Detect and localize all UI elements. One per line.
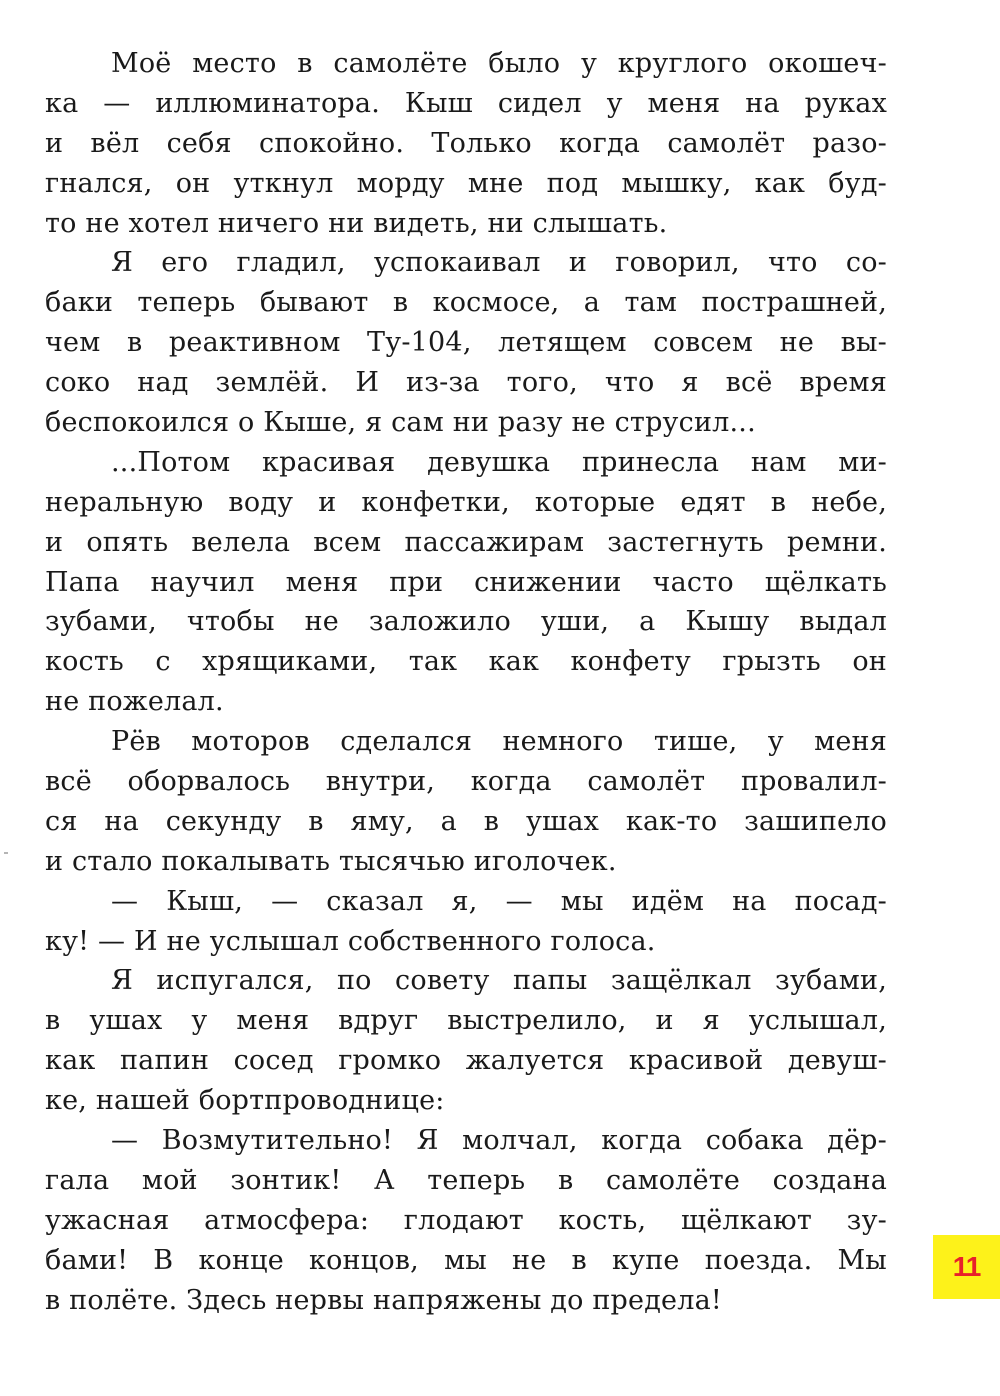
text-line: бами! В конце концов, мы не в купе поезда. Мы — [45, 1244, 887, 1276]
text-line: зубами, чтобы не заложило уши, а Кышу выдал — [45, 606, 887, 638]
page-number-badge — [933, 1235, 1000, 1299]
text-line: как папин сосед громко жалуется красивой девуш- — [45, 1045, 887, 1077]
text-line: Моё место в самолёте было у круглого окошеч- — [111, 48, 887, 79]
text-line: гала мой зонтик! А теперь в самолёте создана — [45, 1164, 887, 1196]
scan-speck — [4, 852, 8, 854]
text-line: и стало покалывать тысячью иголочек. — [45, 845, 617, 877]
text-line: соко над землёй. И из-за того, что я всё время — [45, 367, 887, 399]
text-line: Папа научил меня при снижении часто щёлкать — [45, 566, 887, 598]
text-line: Я его гладил, успокаивал и говорил, что со- — [111, 247, 887, 279]
text-line: и опять велела всем пассажирам застегнуть ремни. — [45, 526, 887, 558]
text-line: в полёте. Здесь нервы напряжены до предела! — [45, 1284, 722, 1316]
text-line: ку! — И не услышал собственного голоса. — [45, 925, 656, 957]
text-line: в ушах у меня вдруг выстрелило, и я услышал, — [45, 1005, 887, 1037]
text-line: — Кыш, — сказал я, — мы идём на посад- — [111, 885, 887, 917]
text-line: Я испугался, по совету папы защёлкал зубами, — [111, 965, 887, 997]
text-line: ке, нашей бортпроводнице: — [45, 1085, 445, 1117]
story-text — [45, 44, 887, 1321]
text-line: всё оборвалось внутри, когда самолёт провалил- — [45, 766, 887, 798]
text-line: и вёл себя спокойно. Только когда самолёт разо- — [45, 127, 887, 159]
text-line: неральную воду и конфетки, которые едят в небе, — [45, 486, 887, 518]
text-line: не пожелал. — [45, 686, 224, 718]
text-line: кость с хрящиками, так как конфету грызть он — [45, 646, 887, 678]
text-line: Рёв моторов сделался немного тише, у меня — [111, 726, 887, 758]
text-line: беспокоился о Кыше, я сам ни разу не струсил... — [45, 407, 756, 439]
text-line: баки теперь бывают в космосе, а там пострашней, — [45, 287, 887, 319]
text-line: ка — иллюминатора. Кыш сидел у меня на руках — [45, 87, 887, 119]
text-line: ся на секунду в яму, а в ушах как-то зашипело — [45, 805, 887, 837]
text-line: чем в реактивном Ту-104, летящем совсем не вы- — [45, 327, 887, 359]
text-line: ужасная атмосфера: глодают кость, щёлкают зу- — [45, 1204, 887, 1236]
text-line: ...Потом красивая девушка принесла нам ми- — [111, 446, 887, 478]
text-line: гнался, он уткнул морду мне под мышку, как буд- — [45, 167, 887, 199]
text-line: то не хотел ничего ни видеть, ни слышать. — [45, 207, 668, 239]
page-number: 11 — [952, 1251, 981, 1282]
text-line: — Возмутительно! Я молчал, когда собака дёр- — [111, 1125, 887, 1157]
